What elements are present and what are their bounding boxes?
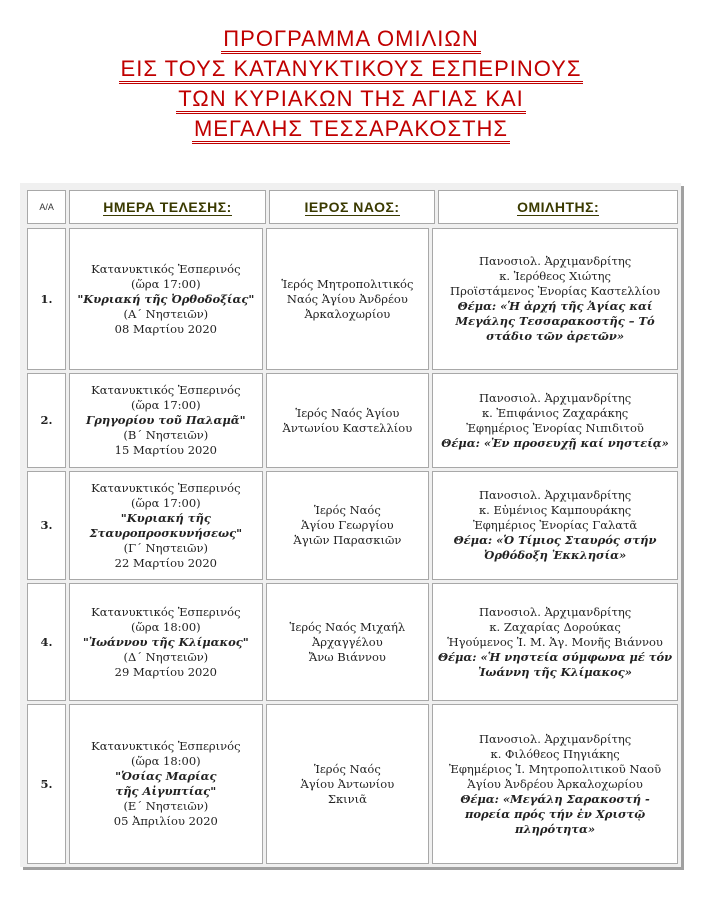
cell-church: Ἱερός Ναός Ἁγίου Γεωργίου Ἁγιῶν Παρασκιῶν <box>266 471 430 580</box>
title-line: ΠΡΟΓΡΑΜΜΑ ΟΜΙΛΙΩΝ <box>0 24 702 54</box>
document-title <box>0 24 702 144</box>
table-row <box>27 373 678 468</box>
row-number: 1. <box>27 228 66 370</box>
title-line: ΕΙΣ ΤΟΥΣ ΚΑΤΑΝΥΚΤΙΚΟΥΣ ΕΣΠΕΡΙΝΟΥΣ <box>0 54 702 84</box>
cell-church: Ἱερός Ναός Μιχαήλ Ἀρχαγγέλου Ἄνω Βιάννου <box>266 583 430 701</box>
schedule-table-body <box>24 225 681 867</box>
header-church: ΙΕΡΟΣ ΝΑΟΣ: <box>269 190 435 224</box>
cell-day: Κατανυκτικός Ἑσπερινός (ὥρα 17:00) "Κυριακή τῆς Ὀρθοδοξίας" (Α΄ Νηστειῶν) 08 Μαρτίου 2020 <box>69 228 263 370</box>
cell-speaker: Πανοσιολ. Ἀρχιμανδρίτης κ. Φιλόθεος Πηγιάκης Ἐφημέριος Ἱ. Μητροπολιτικοῦ Ναοῦ Ἁγίου Ἀνδρέου Ἀρκαλοχωρίου Θέμα: «Μεγάλη Σαρακοστή - πορεία πρός τήν ἐν Χριστῷ πληρότητα» <box>432 704 678 864</box>
cell-church: Ἱερός Ναός Ἁγίου Ἀντωνίου Καστελλίου <box>266 373 430 468</box>
row-number: 3. <box>27 471 66 580</box>
table-row <box>27 583 678 701</box>
cell-day: Κατανυκτικός Ἑσπερινός (ὥρα 18:00) "Ἰωάννου τῆς Κλίμακος" (Δ΄ Νηστειῶν) 29 Μαρτίου 2020 <box>69 583 263 701</box>
table-row <box>27 228 678 370</box>
cell-speaker: Πανοσιολ. Ἀρχιμανδρίτης κ. Ζαχαρίας Δορούκας Ἡγούμενος Ἱ. Μ. Ἁγ. Μονῆς Βιάννου Θέμα: «Ἡ νηστεία σύμφωνα μέ τόν Ἰωάννη τῆς Κλίμακος» <box>432 583 678 701</box>
table-row <box>27 704 678 864</box>
cell-day: Κατανυκτικός Ἑσπερινός (ὥρα 18:00) "Ὁσίας Μαρίας τῆς Αἰγυπτίας" (Ε΄ Νηστειῶν) 05 Ἀπριλίου 2020 <box>69 704 263 864</box>
row-number: 4. <box>27 583 66 701</box>
title-line: ΤΩΝ ΚΥΡΙΑΚΩΝ ΤΗΣ ΑΓΙΑΣ ΚΑΙ <box>0 84 702 114</box>
row-number: 2. <box>27 373 66 468</box>
table-row <box>27 471 678 580</box>
schedule-table-header <box>24 187 681 227</box>
header-index: Α/Α <box>27 190 66 224</box>
header-day: ΗΜΕΡΑ ΤΕΛΕΣΗΣ: <box>69 190 265 224</box>
cell-church: Ἱερός Μητροπολιτικός Ναός Ἁγίου Ἀνδρέου Ἀρκαλοχωρίου <box>266 228 430 370</box>
header-speaker: ΟΜΙΛΗΤΗΣ: <box>438 190 678 224</box>
cell-church: Ἱερός Ναός Ἁγίου Ἀντωνίου Σκινιᾶ <box>266 704 430 864</box>
schedule-table-frame <box>20 183 681 867</box>
title-line: ΜΕΓΑΛΗΣ ΤΕΣΣΑΡΑΚΟΣΤΗΣ <box>0 114 702 144</box>
cell-speaker: Πανοσιολ. Ἀρχιμανδρίτης κ. Εὐμένιος Καμπουράκης Ἐφημέριος Ἐνορίας Γαλατᾶ Θέμα: «Ὁ Τίμιος Σταυρός στήν Ὀρθόδοξη Ἐκκλησία» <box>432 471 678 580</box>
cell-day: Κατανυκτικός Ἑσπερινός (ὥρα 17:00) Γρηγορίου τοῦ Παλαμᾶ" (Β΄ Νηστειῶν) 15 Μαρτίου 2020 <box>69 373 263 468</box>
cell-speaker: Πανοσιολ. Ἀρχιμανδρίτης κ. Ἐπιφάνιος Ζαχαράκης Ἐφημέριος Ἐνορίας Νιπιδιτοῦ Θέμα: «Ἐν προσευχῇ καί νηστείᾳ» <box>432 373 678 468</box>
cell-speaker: Πανοσιολ. Ἀρχιμανδρίτης κ. Ἱερόθεος Χιώτης Προϊστάμενος Ἐνορίας Καστελλίου Θέμα: «Ἡ ἀρχή τῆς Ἁγίας καί Μεγάλης Τεσσαρακοστῆς – Τό στάδιο τῶν ἀρετῶν» <box>432 228 678 370</box>
row-number: 5. <box>27 704 66 864</box>
header-row <box>27 190 678 224</box>
cell-day: Κατανυκτικός Ἑσπερινός (ὥρα 17:00) "Κυριακή τῆς Σταυροπροσκυνήσεως" (Γ΄ Νηστειῶν) 22 Μαρτίου 2020 <box>69 471 263 580</box>
